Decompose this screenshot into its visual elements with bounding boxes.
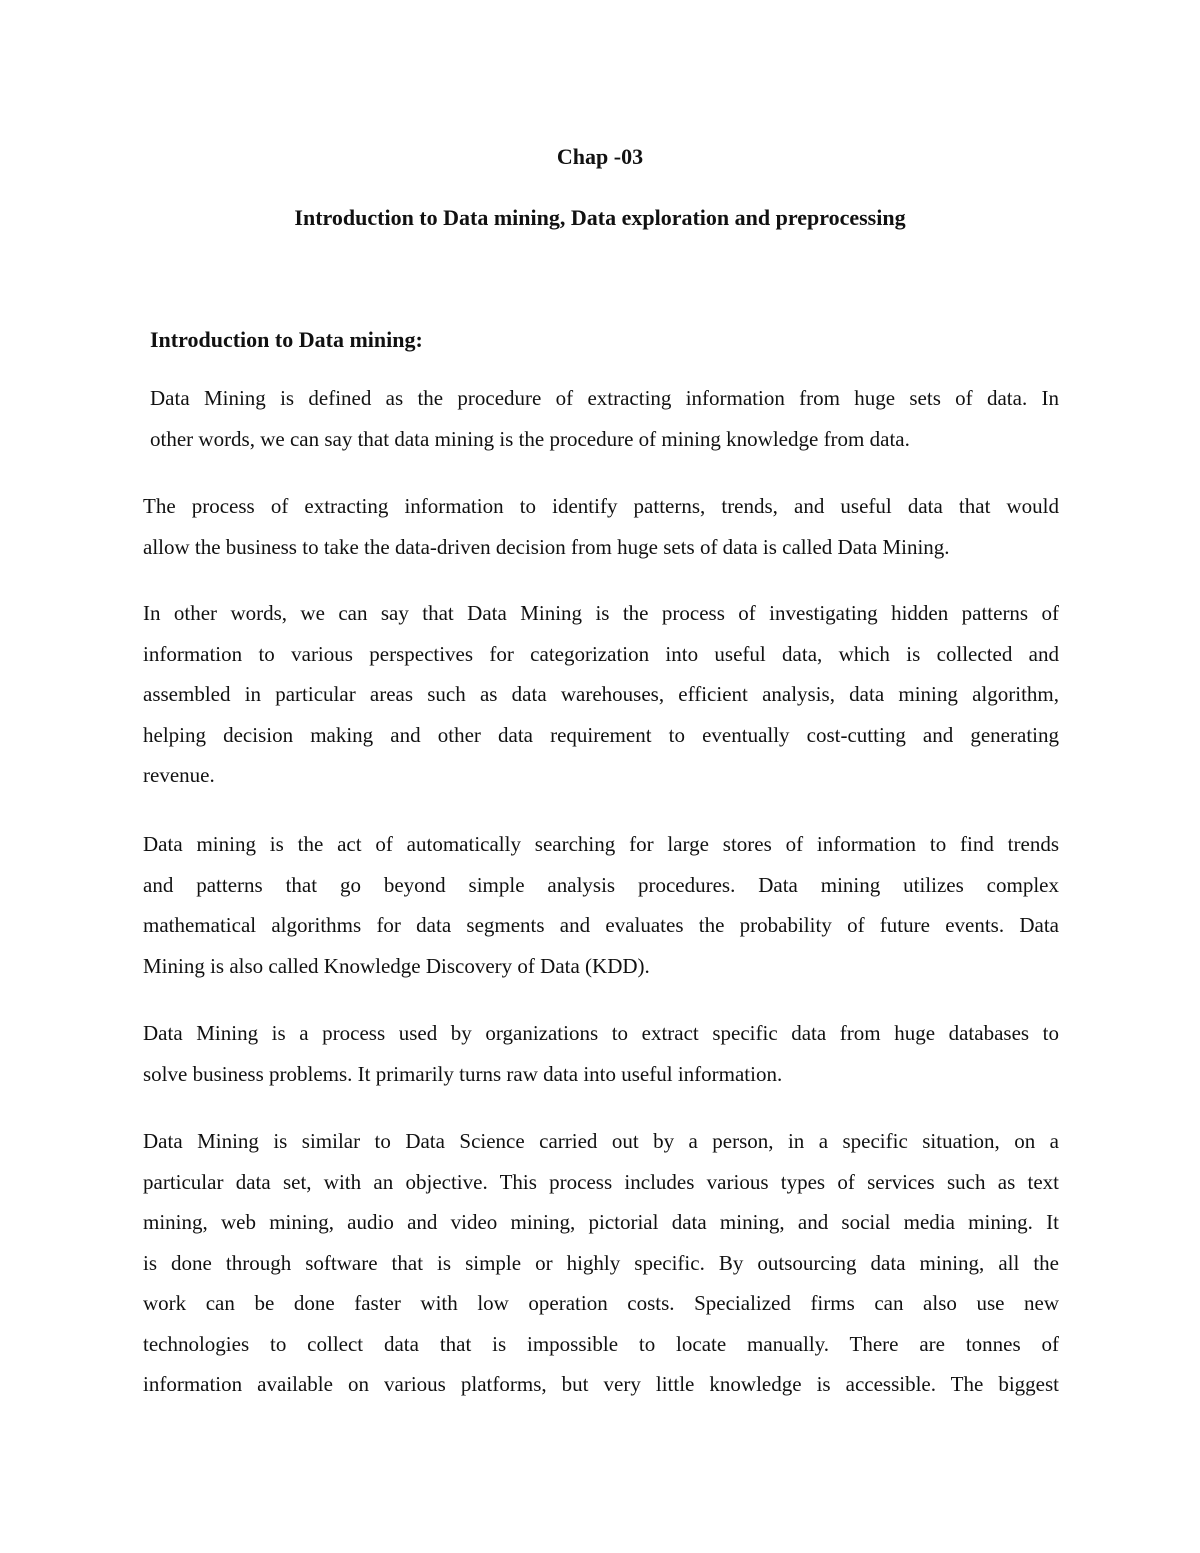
section-heading: Introduction to Data mining:	[150, 327, 423, 352]
paragraph-investigation	[143, 593, 1059, 796]
paragraph-line: mathematical algorithms for data segments and evaluates the probability of future events. Data	[143, 913, 1059, 937]
paragraph-line: Data Mining is a process used by organizations to extract specific data from huge databases to	[143, 1021, 1059, 1045]
paragraph-line: information available on various platforms, but very little knowledge is accessible. The biggest	[143, 1372, 1059, 1396]
paragraph-line: The process of extracting information to identify patterns, trends, and useful data that would	[143, 494, 1059, 518]
paragraph-definition	[150, 378, 1059, 459]
paragraph-line: In other words, we can say that Data Mining is the process of investigating hidden patterns of	[143, 601, 1059, 625]
paragraph-data-science	[143, 1121, 1059, 1405]
paragraph-line: particular data set, with an objective. This process includes various types of services such as text	[143, 1169, 1059, 1194]
chapter-number: Chap -03	[556, 144, 644, 169]
paragraph-line: solve business problems. It primarily turns raw data into useful information.	[143, 1061, 783, 1086]
paragraph-line: other words, we can say that data mining is the procedure of mining knowledge from data.	[150, 426, 910, 451]
paragraph-line: allow the business to take the data-driven decision from huge sets of data is called Data Mining.	[143, 534, 950, 559]
paragraph-line: and patterns that go beyond simple analysis procedures. Data mining utilizes complex	[143, 872, 1059, 897]
paragraph-line: revenue.	[143, 763, 215, 787]
paragraph-process	[143, 486, 1059, 567]
paragraph-line: Data Mining is similar to Data Science carried out by a person, in a specific situation, on a	[143, 1129, 1059, 1153]
paragraph-line: is done through software that is simple or highly specific. By outsourcing data mining, all the	[143, 1250, 1059, 1275]
paragraph-line: assembled in particular areas such as data warehouses, efficient analysis, data mining algorithm,	[143, 682, 1059, 706]
paragraph-line: Data mining is the act of automatically searching for large stores of information to find trends	[143, 832, 1059, 856]
paragraph-line: information to various perspectives for categorization into useful data, which is collected and	[143, 641, 1059, 666]
paragraph-line: mining, web mining, audio and video mining, pictorial data mining, and social media mining. It	[143, 1210, 1059, 1234]
paragraph-line: work can be done faster with low operation costs. Specialized firms can also use new	[143, 1291, 1059, 1315]
chapter-title: Introduction to Data mining, Data exploration and preprocessing	[294, 205, 906, 230]
paragraph-automatic-search	[143, 824, 1059, 986]
paragraph-line: helping decision making and other data requirement to eventually cost-cutting and generating	[143, 722, 1059, 747]
paragraph-line: Data Mining is defined as the procedure of extracting information from huge sets of data. In	[150, 386, 1059, 410]
paragraph-line: technologies to collect data that is impossible to locate manually. There are tonnes of	[143, 1331, 1059, 1356]
paragraph-line: Mining is also called Knowledge Discovery of Data (KDD).	[143, 953, 650, 978]
paragraph-organizations	[143, 1013, 1059, 1094]
